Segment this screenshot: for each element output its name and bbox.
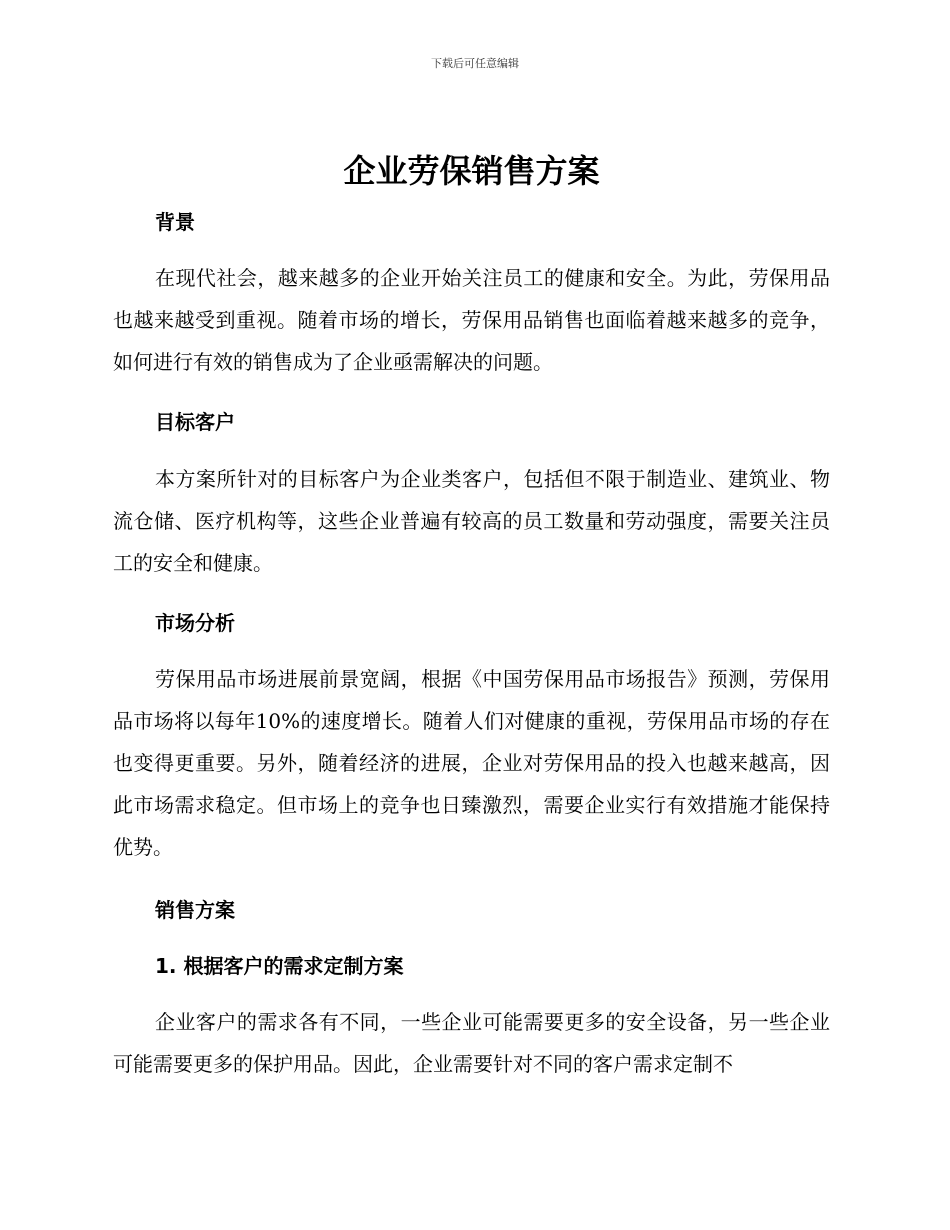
document-body [113,140,830,1085]
document-title: 企业劳保销售方案 [343,152,600,190]
page-header: 下载后可任意编辑 [431,57,519,70]
paragraph-background: 在现代社会，越来越多的企业开始关注员工的健康和安全。为此，劳保用品也越来越受到重视。随着市场的增长，劳保用品销售也面临着越来越多的竞争，如何进行有效的销售成为了企业亟需解决的问题。 [113,266,830,374]
section-heading-sales-plan: 销售方案 [155,898,235,922]
paragraph-market-analysis: 劳保用品市场进展前景宽阔，根据《中国劳保用品市场报告》预测，劳保用品市场将以每年10%的速度增长。随着人们对健康的重视，劳保用品市场的存在也变得更重要。另外，随着经济的进展，企业对劳保用品的投入也越来越高，因此市场需求稳定。但市场上的竞争也日臻激烈，需要企业实行有效措施才能保持优势。 [113,667,830,859]
subsection-heading-custom-plan: 1. 根据客户的需求定制方案 [155,954,404,978]
section-heading-background: 背景 [155,210,195,234]
paragraph-custom-plan: 企业客户的需求各有不同，一些企业可能需要更多的安全设备，另一些企业可能需要更多的保护用品。因此，企业需要针对不同的客户需求定制不 [113,1010,830,1076]
section-heading-target-customers: 目标客户 [155,410,235,434]
section-heading-market-analysis: 市场分析 [155,611,235,635]
paragraph-target-customers: 本方案所针对的目标客户为企业类客户，包括但不限于制造业、建筑业、物流仓储、医疗机构等，这些企业普遍有较高的员工数量和劳动强度，需要关注员工的安全和健康。 [113,467,830,575]
